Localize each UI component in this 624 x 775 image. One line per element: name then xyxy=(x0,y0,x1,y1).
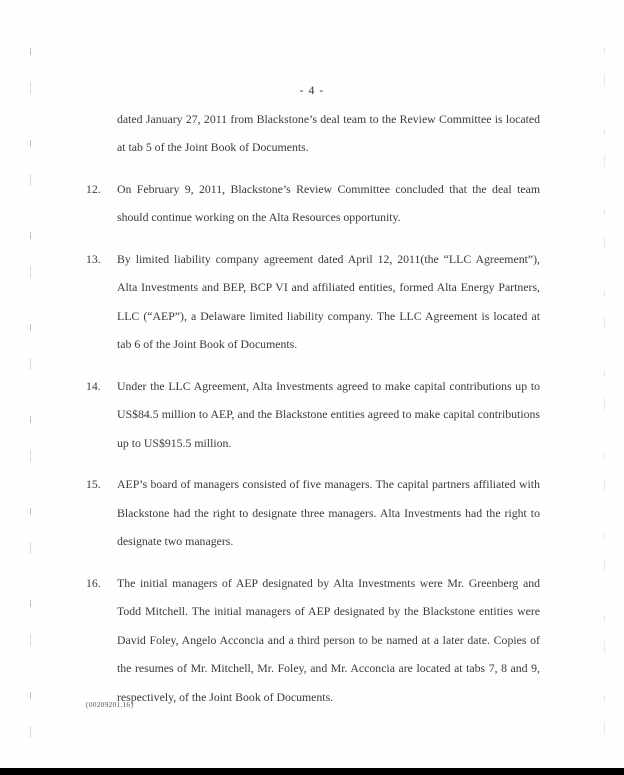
document-body xyxy=(86,105,540,712)
numbered-paragraph-12 xyxy=(86,175,540,232)
scan-edge-mark-left xyxy=(30,48,31,765)
paragraph-text: AEP’s board of managers consisted of five managers. The capital partners affiliated with Blackstone had the right to designate three managers. Alta Investments had the right to designate two managers. xyxy=(117,477,540,548)
numbered-paragraph-13 xyxy=(86,245,540,359)
paragraph-text: Under the LLC Agreement, Alta Investments agreed to make capital contributions up to US$84.5 million to AEP, and the Blackstone entities agreed to make capital contributions up to US$915.5 million. xyxy=(117,378,540,450)
paragraph-text: On February 9, 2011, Blackstone’s Review Committee concluded that the deal team should continue working on the Alta Resources opportunity. xyxy=(117,181,540,224)
paragraph-number: 16. xyxy=(86,575,101,590)
paragraph-text: By limited liability company agreement dated April 12, 2011(the “LLC Agreement”), Alta Investments and BEP, BCP VI and affiliated entities, formed Alta Energy Partners, LLC (“AEP”), a Delaware limited liability company. The LLC Agreement is located at tab 6 of the Joint Book of Documents. xyxy=(117,251,540,351)
continuation-paragraph: dated January 27, 2011 from Blackstone’s deal team to the Review Committee is located at tab 5 of the Joint Book of Documents. xyxy=(117,111,540,154)
page-number: - 4 - xyxy=(299,83,325,97)
document-id-footer: {00209201.16} xyxy=(85,700,135,709)
paragraph-number: 12. xyxy=(86,181,101,196)
paragraph-number: 15. xyxy=(86,477,101,491)
numbered-paragraph-15 xyxy=(86,470,540,556)
paragraph-number: 13. xyxy=(86,251,101,266)
paragraph-text: The initial managers of AEP designated by Alta Investments were Mr. Greenberg and Todd Mitchell. The initial managers of AEP designated by the Blackstone entities were David Foley, Angelo Acconcia and a third person to be named at a later date. Copies of the resumes of Mr. Mitchell, Mr. Foley, and Mr. Acconcia are located at tabs 7, 8 and 9, respectively, of the Joint Book of Documents. xyxy=(117,575,540,704)
numbered-paragraph-14 xyxy=(86,372,540,458)
paragraph-number: 14. xyxy=(86,378,101,393)
scan-edge-mark-right xyxy=(604,48,605,765)
numbered-paragraph-16 xyxy=(86,569,540,712)
scan-bottom-bar xyxy=(0,768,624,775)
